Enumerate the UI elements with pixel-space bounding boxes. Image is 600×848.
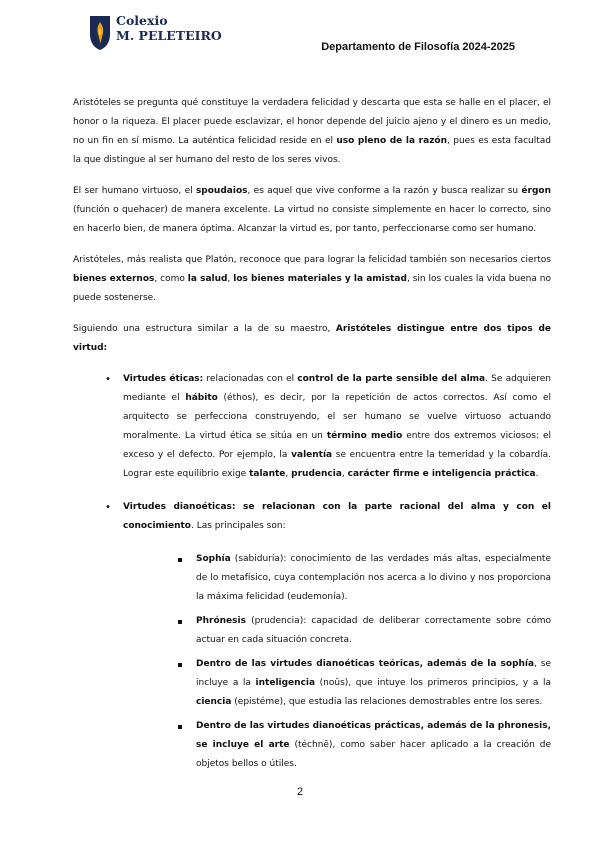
school-name-line2: M. PELETEIRO	[116, 28, 222, 43]
text-run: (téchnē), como saber hacer aplicado a la creación de objetos bellos o útiles.	[196, 740, 551, 769]
text-run: ,	[227, 274, 234, 284]
text-run: , pues es esta facultad la que distingue al ser humano del resto de los seres vivos.	[73, 136, 551, 165]
bold-text: prudencia	[291, 469, 342, 479]
sub-virtue-item	[123, 550, 551, 607]
bold-text: ciencia	[196, 697, 232, 707]
bold-text: Phrónesis	[196, 616, 246, 626]
sub-virtue-item	[123, 717, 551, 774]
bold-text: los bienes materiales y la amistad	[233, 274, 407, 284]
bold-text: bienes externos	[73, 274, 155, 284]
text-run: relacionadas con el	[203, 374, 298, 384]
paragraph	[73, 182, 551, 239]
virtue-item-text	[123, 498, 551, 536]
page-number: 2	[296, 786, 304, 798]
flame-shield-icon	[88, 14, 112, 52]
sub-virtue-list	[123, 550, 551, 774]
text-run: (éthos), es decir, por la repetición de actos correctos. Así como el arquitecto se perfecciona construyendo, el ser humano se vuelve virtuoso actuando moralmente. La virtud ética se sitúa en un	[123, 393, 551, 441]
text-run: (noûs), que intuye los primeros principios, y a la	[315, 678, 551, 688]
text-run: . Las principales son:	[191, 521, 286, 531]
bold-text: control de la parte sensible del alma	[297, 374, 486, 384]
bold-text: Sophía	[196, 554, 231, 564]
virtue-list	[73, 370, 551, 774]
document-body	[73, 94, 551, 788]
paragraph	[73, 251, 551, 308]
bold-text: uso pleno de la razón	[336, 136, 448, 146]
bold-text: inteligencia	[255, 678, 316, 688]
text-run: (prudencia): capacidad de deliberar correctamente sobre cómo actuar en cada situación concreta.	[196, 616, 551, 645]
text-run: , sin los cuales la vida buena no puede sostenerse.	[73, 274, 552, 303]
text-run: .	[535, 469, 539, 479]
bold-text: Dentro de las virtudes dianoéticas prácticas, además de la phronesis, se incluye el arte	[196, 721, 551, 750]
bold-text: término medio	[326, 431, 403, 441]
bold-text: érgon	[521, 186, 551, 196]
text-run: (función o quehacer) de manera excelente. La virtud no consiste simplemente en hacer lo correcto, sino en hacerlo bien, de manera óptima. Alcanzar la virtud es, por tanto, perfeccionarse como ser humano.	[73, 205, 551, 234]
text-run: (epistéme), que estudia las relaciones demostrables entre los seres.	[231, 697, 543, 707]
department-header: Departamento de Filosofía 2024-2025	[321, 41, 515, 53]
text-run: , es aquel que vive conforme a la razón y busca realizar su	[247, 186, 522, 196]
text-run: Aristóteles, más realista que Platón, reconoce que para lograr la felicidad también son necesarios ciertos	[73, 255, 551, 265]
text-run: ,	[285, 469, 292, 479]
text-run: . Se adquieren mediante el	[123, 374, 552, 403]
text-run: Siguiendo una estructura similar a la de su maestro,	[73, 324, 336, 334]
school-name-line1: Colexio	[116, 13, 168, 28]
virtue-item	[73, 498, 551, 774]
school-logo	[88, 12, 228, 56]
bold-text: la salud	[187, 274, 228, 284]
bold-text: Virtudes dianoéticas: se relacionan con la parte racional del alma y con el conocimiento	[123, 502, 551, 531]
text-run: se encuentra entre la temeridad y la cobardía. Lograr este equilibrio exige	[123, 450, 552, 479]
paragraph	[73, 320, 551, 358]
text-run: El ser humano virtuoso, el	[73, 186, 196, 196]
bold-text: Aristóteles distingue entre dos tipos de virtud:	[73, 324, 552, 353]
text-run: ,	[341, 469, 348, 479]
bold-text: hábito	[185, 393, 218, 403]
paragraphs	[73, 94, 551, 358]
school-name	[116, 13, 222, 43]
bold-text: talante	[249, 469, 286, 479]
virtue-item	[73, 370, 551, 484]
virtue-item-text	[123, 370, 551, 484]
text-run: , se incluye a la	[196, 659, 551, 688]
text-run: entre dos extremos viciosos: el exceso y el defecto. Por ejemplo, la	[123, 431, 551, 460]
bold-text: Dentro de las virtudes dianoéticas teóricas, además de la sophía	[196, 659, 535, 669]
text-run: (sabiduría): conocimiento de las verdades más altas, especialmente de lo metafísico, cuya contemplación nos acerca a lo divino y nos proporciona la máxima felicidad (eudemonía).	[196, 554, 551, 602]
text-run: Aristóteles se pregunta qué constituye la verdadera felicidad y descarta que esta se halle en el placer, el honor o la riqueza. El placer puede esclavizar, el honor depende del juicio ajeno y el dinero es un medio, no un fin en sí mismo. La auténtica felicidad reside en el	[73, 98, 551, 146]
paragraph	[73, 94, 551, 170]
text-run: , como	[154, 274, 188, 284]
bold-text: Virtudes éticas:	[123, 374, 204, 384]
sub-virtue-item	[123, 655, 551, 712]
sub-virtue-item	[123, 612, 551, 650]
bold-text: valentía	[291, 450, 333, 460]
bold-text: spoudaios	[195, 186, 248, 196]
bold-text: carácter firme e inteligencia práctica	[347, 469, 536, 479]
